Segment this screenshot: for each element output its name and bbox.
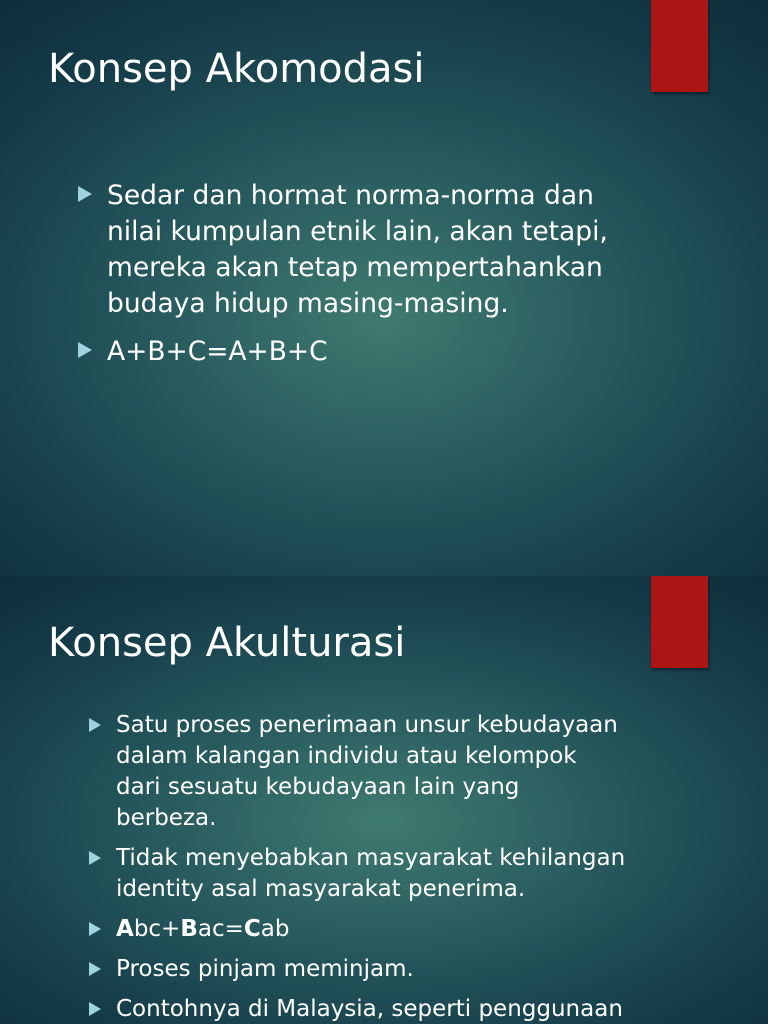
list-item [89, 954, 719, 985]
red-accent-bar [651, 576, 708, 668]
triangle-bullet-icon [89, 962, 101, 976]
formula-text [116, 916, 289, 942]
formula-part-c: ab [260, 916, 290, 942]
bullet-list [78, 178, 688, 382]
bullet-text: Proses pinjam meminjam. [116, 956, 414, 982]
slide-title: Konsep Akomodasi [48, 46, 425, 92]
bullet-text: Contohnya di Malaysia, seperti penggunaan [116, 996, 623, 1022]
formula-part-b: ac= [197, 916, 244, 942]
triangle-bullet-icon [78, 186, 92, 202]
formula-part-a: bc+ [133, 916, 181, 942]
bullet-list [89, 710, 719, 1024]
list-item [78, 334, 688, 370]
formula-bold-b: B [180, 916, 198, 942]
bullet-text: Tidak menyebabkan masyarakat kehilangan identity asal masyarakat penerima. [116, 845, 626, 902]
bullet-text: Sedar dan hormat norma-norma dan nilai kumpulan etnik lain, akan tetapi, mereka akan tetap mempertahankan budaya hidup masing-masing. [107, 180, 608, 319]
triangle-bullet-icon [78, 342, 92, 358]
slide-konsep-akulturasi [0, 576, 768, 1024]
bullet-text: A+B+C=A+B+C [107, 336, 328, 367]
list-item [89, 843, 719, 905]
triangle-bullet-icon [89, 718, 101, 732]
formula-bold-c: C [243, 916, 261, 942]
list-item [89, 710, 719, 834]
triangle-bullet-icon [89, 922, 101, 936]
triangle-bullet-icon [89, 1002, 101, 1016]
triangle-bullet-icon [89, 851, 101, 865]
list-item [89, 994, 719, 1024]
list-item [78, 178, 688, 322]
list-item-formula [89, 914, 719, 945]
bullet-text: Satu proses penerimaan unsur kebudayaan dalam kalangan individu atau kelompok dari sesuatu kebudayaan lain yang berbeza. [116, 712, 618, 831]
formula-bold-a: A [116, 916, 134, 942]
slide-title: Konsep Akulturasi [48, 620, 406, 666]
red-accent-bar [651, 0, 708, 92]
